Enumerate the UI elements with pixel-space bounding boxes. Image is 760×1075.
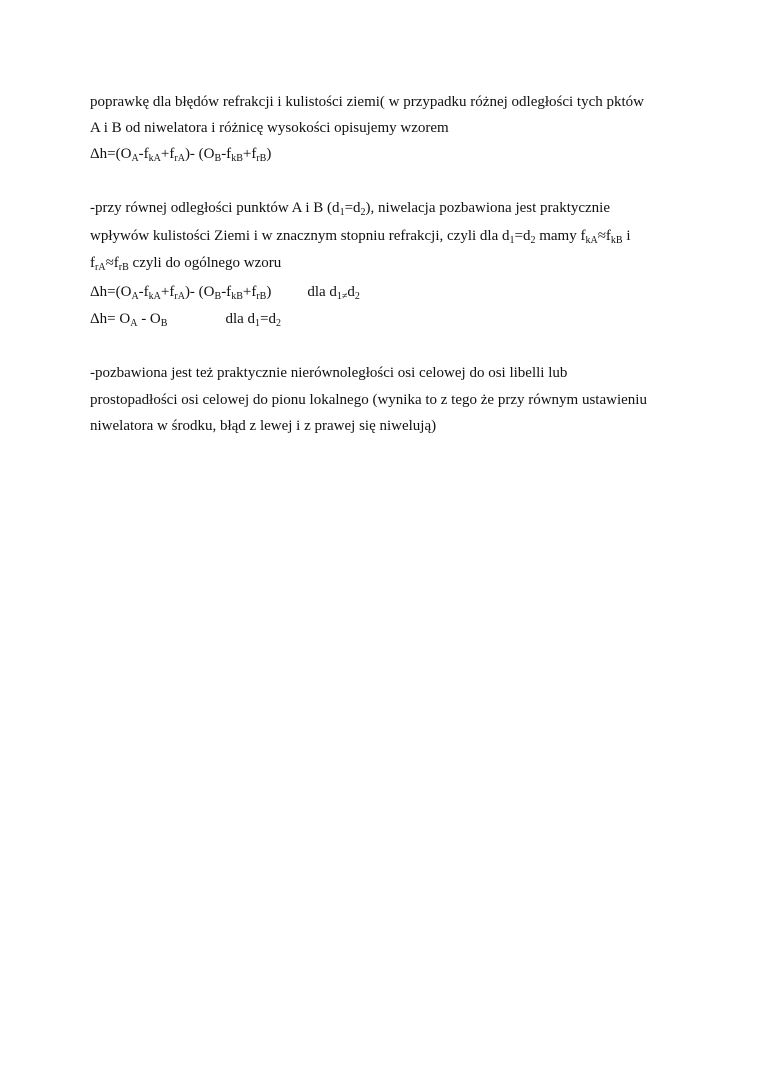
paragraph-3-line-2: prostopadłości osi celowej do pionu lokalnego (wynika to z tego że przy równym ustawieniu bbox=[90, 392, 647, 408]
paragraph-1-line-1: poprawkę dla błędów refrakcji i kulistości ziemi( w przypadku różnej odległości tych pktów bbox=[90, 94, 645, 110]
paragraph-2-line-1: -przy równej odległości punktów A i B $(d_1=d_2)$, niwelacja pozbawiona jest praktycznie bbox=[90, 200, 611, 218]
paragraph-2-line-2: wpływów kulistości Ziemi i w znacznym stopniu refrakcji, czyli dla $d_1=d_2$ mamy $f_{kA}\approx f_{kB}$ i bbox=[90, 228, 631, 246]
condition-unequal: dla d bbox=[307, 284, 337, 300]
paragraph-3-line-1: -pozbawiona jest też praktycznie nierównoległości osi celowej do osi libelli lub bbox=[90, 365, 568, 381]
formula-equal-distances: $\Delta h= O_A - O_B$ dla $d_1=d_2$ bbox=[90, 311, 281, 329]
condition-equal: dla d bbox=[225, 311, 256, 327]
paragraph-3-line-3: niwelatora w środku, błąd z lewej i z prawej się niwelują) bbox=[90, 418, 437, 434]
paragraph-2-line-3: $f_{rA}\approx f_{rB}$ czyli do ogólnego wzoru bbox=[90, 255, 282, 273]
formula-unequal-distances: $\Delta h=(O_A-f_{kA}+f_{rA})-$ $(O_B-f_{kB}+f_{rB})$ dla $d_{1\ne}d_2$ bbox=[90, 284, 360, 302]
formula-general: $\Delta h=(O_A-f_{kA}+f_{rA})-$ $(O_B-f_{kB}+f_{rB})$ bbox=[90, 146, 272, 164]
paragraph-1-line-2: A i B od niwelatora i różnicę wysokości opisujemy wzorem bbox=[90, 120, 449, 136]
